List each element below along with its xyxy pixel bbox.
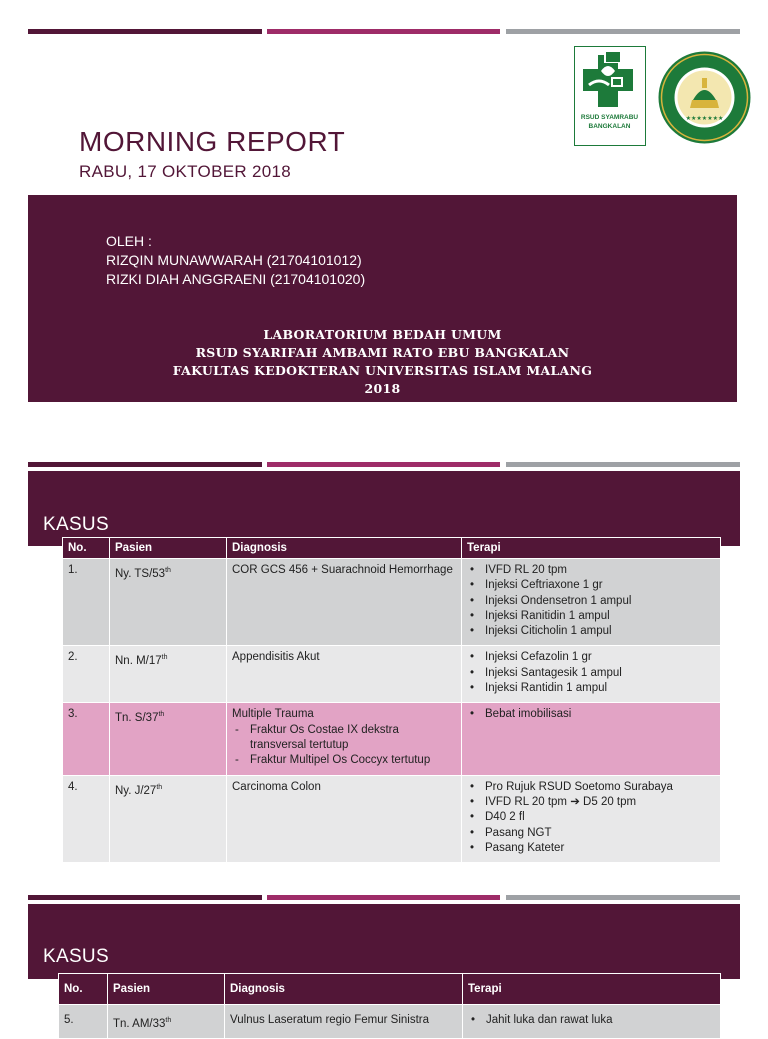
column-header: Pasien: [110, 538, 227, 559]
accent-line-magenta: [267, 29, 500, 34]
age-suffix: th: [156, 783, 163, 791]
institution-year: 2018: [364, 381, 401, 396]
table-row: [59, 1005, 721, 1039]
diagnosis: Appendisitis Akut: [227, 646, 462, 703]
therapy-cell: [462, 646, 721, 703]
case-number: 1.: [63, 559, 110, 646]
slide-header-band: [28, 471, 740, 546]
therapy-item: • Pro Rujuk RSUD Soetomo Surabaya: [467, 780, 715, 795]
table-row: [63, 646, 721, 703]
patient: Tn. S/37: [115, 712, 159, 725]
age-suffix: th: [158, 711, 165, 719]
rsud-logo-name: RSUD SYAMRABU: [580, 114, 639, 121]
column-header: Pasien: [108, 974, 225, 1005]
institution-block: [28, 326, 737, 398]
patient-cell: [110, 646, 227, 703]
case-number: 5.: [59, 1005, 108, 1039]
by-label: OLEH :: [106, 233, 152, 249]
therapy-item: • Bebat imobilisasi: [467, 707, 715, 722]
case-table: [62, 537, 721, 863]
page-title: MORNING REPORT: [79, 126, 346, 157]
age-suffix: th: [165, 1017, 172, 1024]
accent-line-gray: [506, 462, 740, 467]
institution-line: LABORATORIUM BEDAH UMUM: [263, 327, 502, 342]
therapy-item: • Injeksi Santagesik 1 ampul: [467, 666, 715, 681]
patient-cell: [108, 1005, 225, 1039]
therapy-item: • Injeksi Ranitidin 1 ampul: [467, 609, 715, 624]
diagnosis-item: - Fraktur Multipel Os Coccyx tertutup: [232, 753, 456, 768]
case-number: 2.: [63, 646, 110, 703]
case-number: 4.: [63, 775, 110, 862]
therapy-item: • Injeksi Ceftriaxone 1 gr: [467, 578, 715, 593]
slide-heading: KASUS: [43, 514, 109, 535]
table-row: [63, 559, 721, 646]
uim-logo: [657, 50, 752, 145]
table-header-row: [59, 974, 721, 1005]
case-table: [58, 973, 721, 1039]
table-row: [63, 703, 721, 775]
accent-line-maroon: [28, 462, 262, 467]
accent-line-maroon: [28, 895, 262, 900]
diagnosis: COR GCS 456 + Suarachnoid Hemorrhage: [227, 559, 462, 646]
therapy-cell: [462, 775, 721, 862]
institution-line: RSUD SYARIFAH AMBAMI RATO EBU BANGKALAN: [195, 345, 570, 360]
table-header-row: [63, 538, 721, 559]
therapy-item: • Injeksi Rantidin 1 ampul: [467, 681, 715, 696]
accent-line-gray: [506, 29, 740, 34]
therapy-item: • D40 2 fl: [467, 810, 715, 825]
age-suffix: th: [161, 654, 168, 662]
therapy-cell: [462, 559, 721, 646]
accent-line-magenta: [267, 895, 500, 900]
patient: Ny. J/27: [115, 784, 157, 797]
accent-line-gray: [506, 895, 740, 900]
slide-header-band: [28, 904, 740, 979]
institution-line: FAKULTAS KEDOKTERAN UNIVERSITAS ISLAM MALANG: [172, 363, 593, 378]
column-header: Diagnosis: [225, 974, 463, 1005]
therapy-item: • Jahit luka dan rawat luka: [468, 1013, 715, 1028]
presenter-2: RIZKI DIAH ANGGRAENI (21704101020): [106, 271, 366, 287]
rsud-logo: [574, 46, 646, 146]
accent-line-maroon: [28, 29, 262, 34]
therapy-item: • Injeksi Ondensetron 1 ampul: [467, 594, 715, 609]
rsud-logo-city: BANGKALAN: [588, 123, 631, 130]
diagnosis-item: - Fraktur Os Costae IX dekstra transversal tertutup: [232, 723, 456, 754]
therapy-item: • IVFD RL 20 tpm: [467, 563, 715, 578]
patient-cell: [110, 559, 227, 646]
column-header: Diagnosis: [227, 538, 462, 559]
diagnosis-cell: [227, 703, 462, 775]
column-header: Terapi: [463, 974, 721, 1005]
case-number: 3.: [63, 703, 110, 775]
therapy-item: • Injeksi Cefazolin 1 gr: [467, 650, 715, 665]
report-date: RABU, 17 OKTOBER 2018: [79, 162, 291, 181]
patient-cell: [110, 703, 227, 775]
therapy-item: • IVFD RL 20 tpm ➔ D5 20 tpm: [467, 795, 715, 810]
presenters-block: [106, 232, 365, 289]
patient: Tn. AM/33: [113, 1017, 166, 1030]
therapy-cell: [462, 703, 721, 775]
presenter-1: RIZQIN MUNAWWARAH (21704101012): [106, 252, 362, 268]
diagnosis: Vulnus Laseratum regio Femur Sinistra: [225, 1005, 463, 1039]
patient: Ny. TS/53: [115, 567, 166, 580]
diagnosis: Carcinoma Colon: [227, 775, 462, 862]
accent-line-magenta: [267, 462, 500, 467]
patient: Nn. M/17: [115, 655, 162, 668]
table-row: [63, 775, 721, 862]
column-header: No.: [59, 974, 108, 1005]
column-header: Terapi: [462, 538, 721, 559]
therapy-item: • Injeksi Citicholin 1 ampul: [467, 624, 715, 639]
therapy-cell: [463, 1005, 721, 1039]
therapy-item: • Pasang NGT: [467, 826, 715, 841]
age-suffix: th: [165, 567, 171, 574]
patient-cell: [110, 775, 227, 862]
svg-text:★★★★★★★: ★★★★★★★: [685, 115, 724, 122]
slide-heading: KASUS: [43, 946, 109, 967]
column-header: No.: [63, 538, 110, 559]
therapy-item: • Pasang Kateter: [467, 841, 715, 856]
diagnosis: Multiple Trauma: [232, 708, 314, 721]
